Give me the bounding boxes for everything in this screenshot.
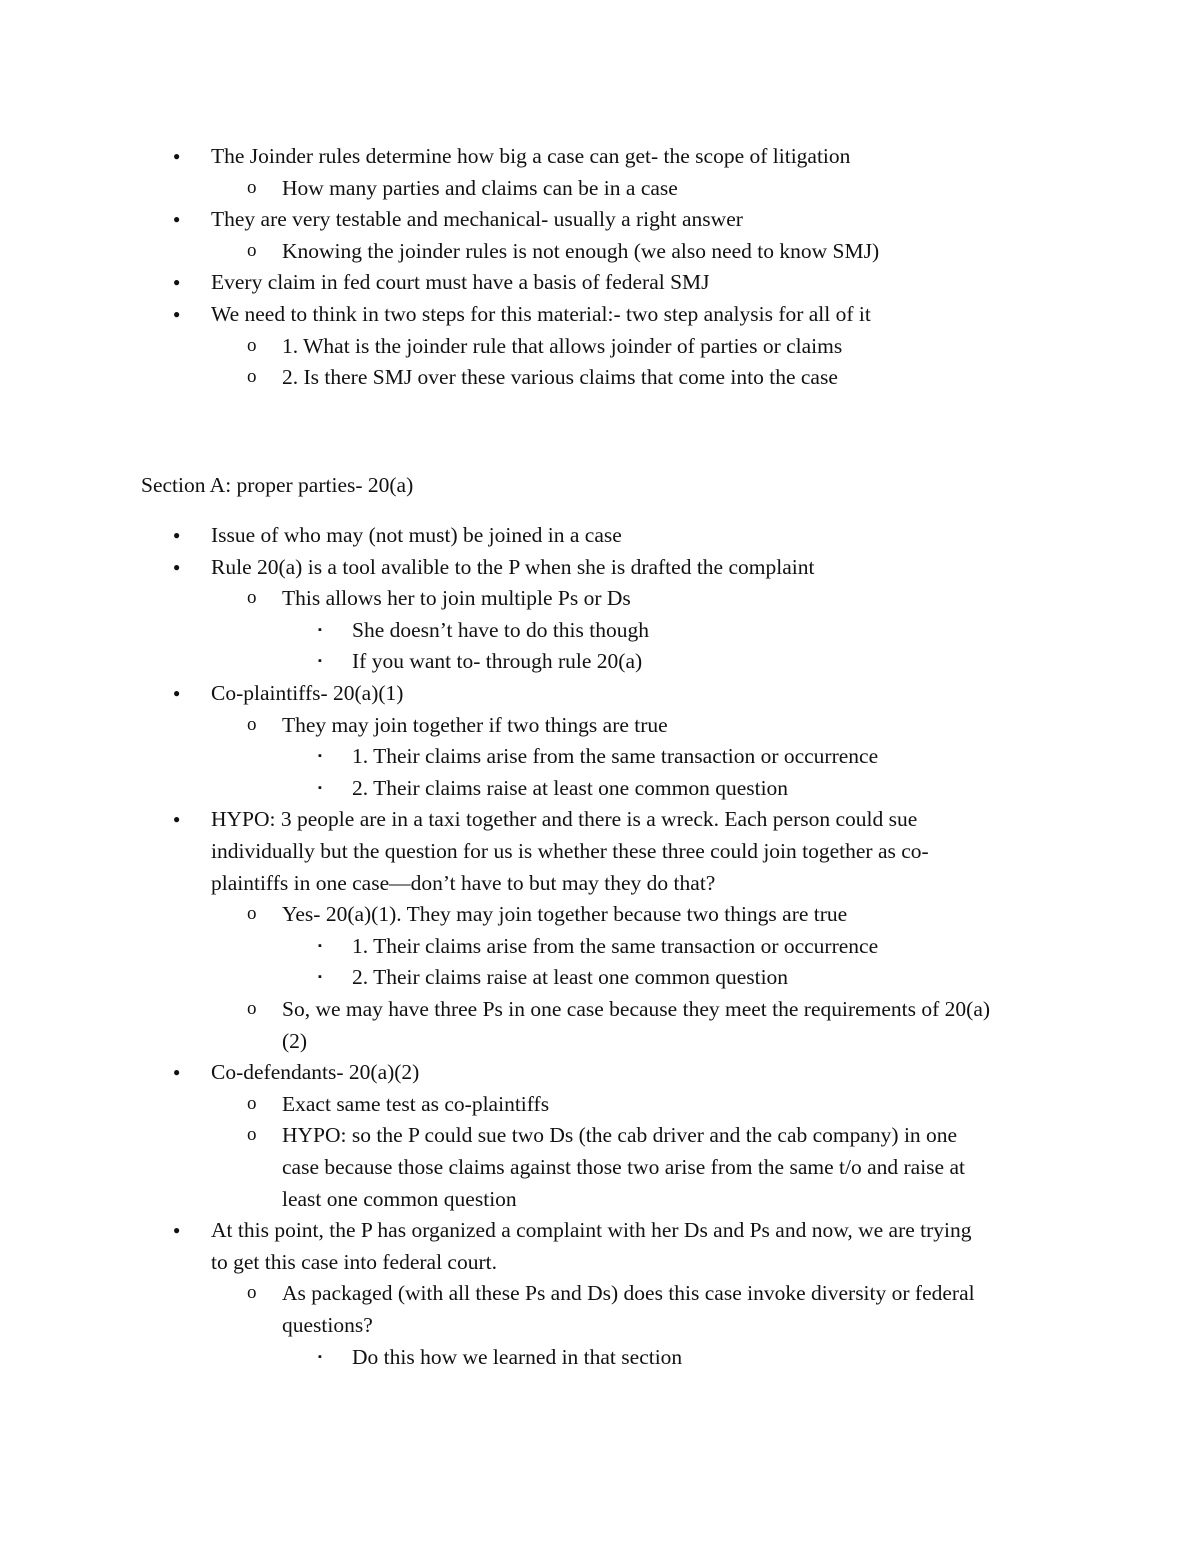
- bullet-dot: ●: [173, 1223, 181, 1238]
- bullet-square: ▪: [318, 623, 322, 636]
- list-item-text: We need to think in two steps for this material:- two step analysis for all of it: [211, 302, 871, 326]
- bullet-circle: o: [247, 1282, 257, 1304]
- bullet-square: ▪: [318, 781, 322, 794]
- list-item-text: questions?: [282, 1313, 373, 1337]
- bullet-dot: ●: [173, 686, 181, 700]
- bullet-circle: o: [247, 366, 257, 388]
- bullet-dot: ●: [173, 212, 181, 227]
- list-item-text: She doesn’t have to do this though: [352, 617, 650, 642]
- bullet-square: ▪: [318, 655, 322, 668]
- bullet-circle: o: [247, 1092, 257, 1114]
- bullet-square: ▪: [318, 1350, 322, 1363]
- list-item-text: case because those claims against those two arise from the same t/o and raise at: [282, 1155, 965, 1179]
- list-item-text: So, we may have three Ps in one case because they meet the requirements of 20(a): [282, 997, 991, 1021]
- bullet-circle: o: [247, 176, 257, 198]
- list-item-text: As packaged (with all these Ps and Ds) does this case invoke diversity or federal: [282, 1281, 975, 1306]
- list-item-text: How many parties and claims can be in a case: [282, 175, 678, 200]
- bullet-dot: ●: [173, 1065, 181, 1080]
- list-item-text: Issue of who may (not must) be joined in a case: [211, 523, 622, 547]
- list-item-text: 2. Their claims raise at least one common question: [352, 965, 789, 990]
- list-item-text: individually but the question for us is whether these three could join together as co-: [211, 839, 929, 863]
- bullet-dot: ●: [173, 149, 181, 163]
- bullet-dot: ●: [173, 307, 181, 321]
- list-item-text: This allows her to join multiple Ps or Ds: [282, 586, 631, 611]
- section-a-heading: Section A: proper parties- 20(a): [141, 473, 414, 497]
- list-item-text: 1. Their claims arise from the same transaction or occurrence: [352, 744, 879, 769]
- list-item-text: HYPO: 3 people are in a taxi together and there is a wreck. Each person could sue: [211, 807, 918, 832]
- bullet-circle: o: [247, 998, 257, 1019]
- bullet-square: ▪: [318, 750, 322, 763]
- list-item-text: 2. Their claims raise at least one common question: [352, 775, 789, 800]
- list-item-text: Exact same test as co-plaintiffs: [282, 1091, 550, 1116]
- bullet-circle: o: [247, 587, 257, 609]
- bullet-dot: ●: [173, 559, 181, 574]
- bullet-dot: ●: [173, 812, 181, 827]
- list-item-text: They may join together if two things are true: [282, 712, 668, 737]
- list-item-text: 2. Is there SMJ over these various claims that come into the case: [282, 365, 838, 390]
- list-item-text: Knowing the joinder rules is not enough (we also need to know SMJ): [282, 238, 880, 263]
- bullet-circle: o: [247, 239, 257, 261]
- list-item-text: Do this how we learned in that section: [352, 1344, 683, 1369]
- bullet-circle: o: [247, 1124, 257, 1146]
- list-item-text: Yes- 20(a)(1). They may join together because two things are true: [282, 902, 848, 927]
- list-item-text: At this point, the P has organized a complaint with her Ds and Ps and now, we are trying: [211, 1218, 972, 1243]
- list-item-text: If you want to- through rule 20(a): [352, 649, 643, 674]
- list-item-text: plaintiffs in one case—don’t have to but may they do that?: [211, 870, 716, 895]
- bullet-circle: o: [247, 334, 257, 356]
- bullet-square: ▪: [318, 971, 322, 984]
- list-item-text: 1. What is the joinder rule that allows joinder of parties or claims: [282, 333, 843, 358]
- list-item-text: least one common question: [282, 1186, 517, 1211]
- list-item-text: They are very testable and mechanical- usually a right answer: [211, 207, 743, 232]
- list-item-text: HYPO: so the P could sue two Ds (the cab driver and the cab company) in one: [282, 1123, 958, 1148]
- list-item-text: Co-defendants- 20(a)(2): [211, 1060, 420, 1085]
- list-item-text: to get this case into federal court.: [211, 1249, 497, 1274]
- list-item-text: Co-plaintiffs- 20(a)(1): [211, 681, 404, 705]
- list-item-text: The Joinder rules determine how big a case can get- the scope of litigation: [211, 144, 851, 168]
- bullet-dot: ●: [173, 275, 181, 290]
- bullet-circle: o: [247, 903, 257, 925]
- list-item-text: Rule 20(a) is a tool avalible to the P when she is drafted the complaint: [211, 554, 815, 579]
- bullet-dot: ●: [173, 528, 181, 542]
- bullet-square: ▪: [318, 939, 322, 952]
- list-item-text: Every claim in fed court must have a basis of federal SMJ: [211, 270, 710, 295]
- bullet-circle: o: [247, 713, 257, 735]
- list-item-text: (2): [282, 1028, 308, 1053]
- list-item-text: 1. Their claims arise from the same transaction or occurrence: [352, 933, 879, 958]
